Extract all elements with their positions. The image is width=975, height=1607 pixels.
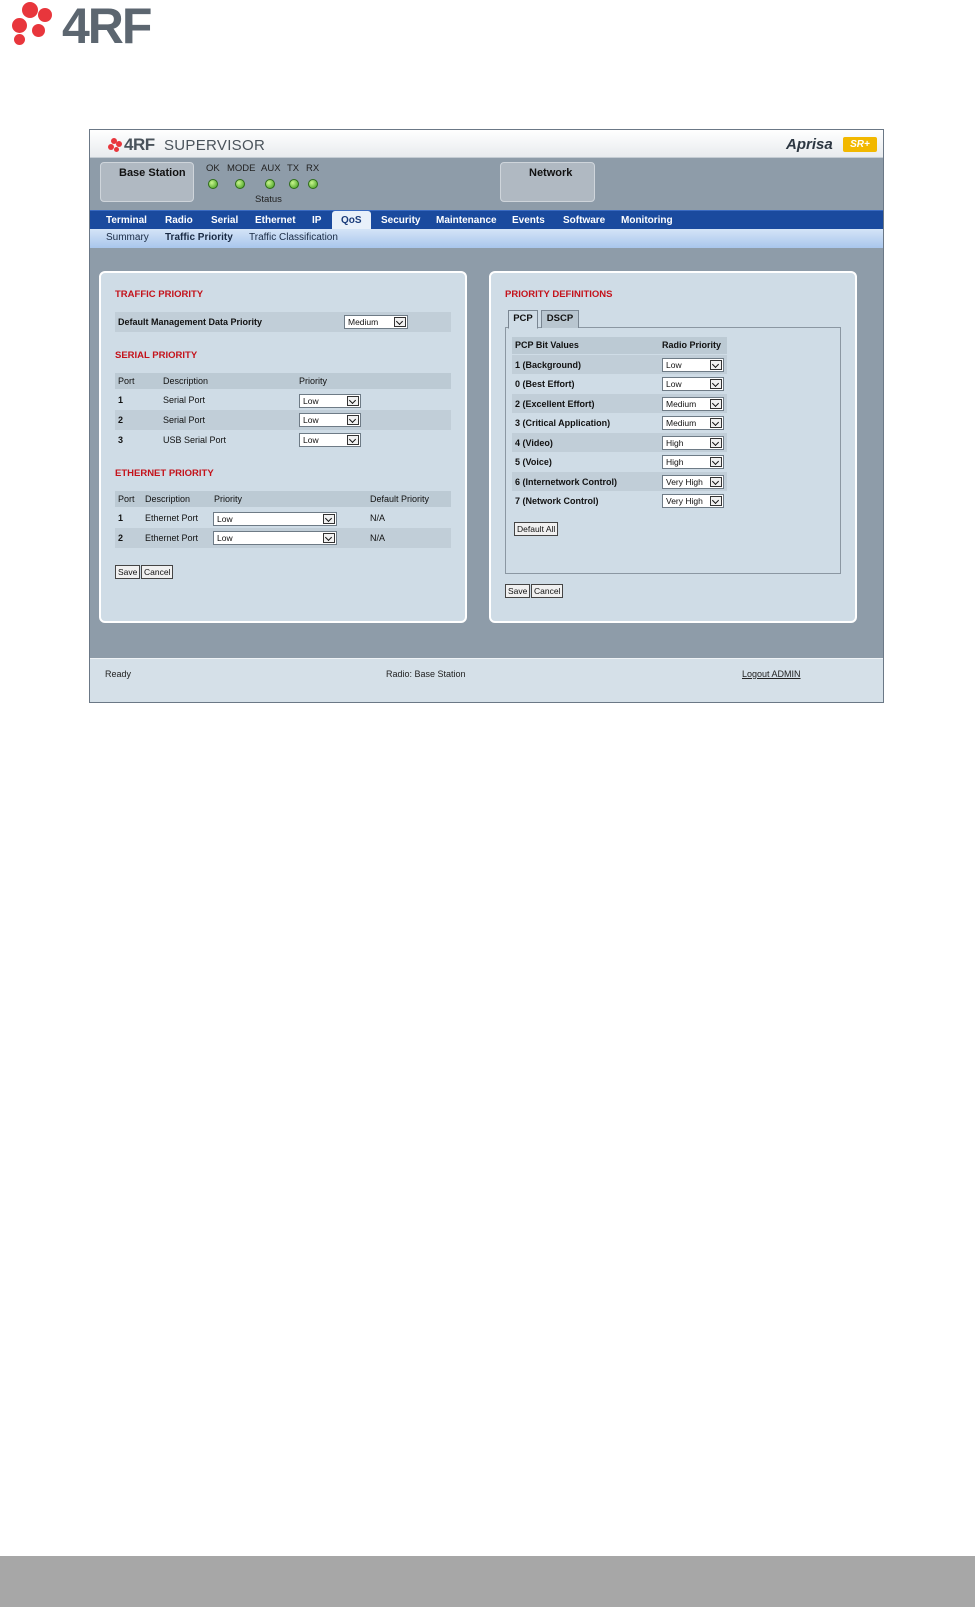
- ethernet-1-priority-value: Low: [217, 514, 233, 524]
- main-nav: [90, 210, 883, 229]
- product-badge: SR+: [843, 137, 877, 152]
- pcp-2-priority-value: Medium: [666, 399, 697, 409]
- default-all-button[interactable]: Default All: [514, 522, 558, 536]
- ethernet-port-description: Ethernet Port: [145, 533, 199, 543]
- pcp-3-priority-value: Medium: [666, 418, 697, 428]
- chevron-down-icon: [710, 457, 722, 467]
- station-button[interactable]: [100, 162, 194, 202]
- pcp-6-priority-value: Very High: [666, 477, 703, 487]
- pcp-3-priority-select[interactable]: [662, 416, 724, 430]
- ok-led-icon: [208, 179, 218, 189]
- chevron-down-icon: [323, 533, 335, 543]
- ethernet-header-row: [115, 491, 451, 507]
- led-label-ok: OK: [206, 163, 220, 174]
- pcp-1-priority-value: Low: [666, 360, 682, 370]
- serial-2-priority-value: Low: [303, 415, 319, 425]
- product-name: Aprisa: [786, 136, 833, 153]
- serial-port-description: Serial Port: [163, 415, 206, 425]
- logo-dots-icon: [8, 2, 56, 48]
- save-button[interactable]: Save: [115, 565, 140, 579]
- supervisor-window: [89, 129, 884, 703]
- nav-software[interactable]: Software: [563, 215, 606, 226]
- ethernet-1-priority-select[interactable]: [213, 512, 337, 526]
- title-bar: [90, 130, 883, 158]
- footer-status-bar: [90, 658, 883, 703]
- nav-monitoring[interactable]: Monitoring: [621, 215, 673, 226]
- chevron-down-icon: [347, 396, 359, 406]
- tab-pcp[interactable]: PCP: [508, 310, 538, 329]
- traffic-priority-title: TRAFFIC PRIORITY: [115, 289, 204, 300]
- pcp-5-priority-select[interactable]: [662, 455, 724, 469]
- station-label: Base Station: [119, 167, 186, 179]
- pcp-0-priority-select[interactable]: [662, 377, 724, 391]
- subnav-summary[interactable]: Summary: [106, 232, 149, 243]
- subnav-traffic-priority[interactable]: Traffic Priority: [165, 232, 233, 243]
- serial-1-priority-value: Low: [303, 396, 319, 406]
- ethernet-default-priority: N/A: [370, 533, 386, 543]
- pcp-row-label: 3 (Critical Application): [515, 418, 611, 428]
- led-label-aux: AUX: [261, 163, 281, 174]
- ethernet-header-default: Default Priority: [370, 494, 430, 504]
- serial-1-priority-select[interactable]: [299, 394, 361, 408]
- ethernet-header-description: Description: [145, 494, 191, 504]
- serial-header-row: [115, 373, 451, 389]
- pcp-0-priority-value: Low: [666, 379, 682, 389]
- pcp-row-label: 1 (Background): [515, 360, 582, 370]
- pcp-7-priority-value: Very High: [666, 496, 703, 506]
- pcp-row-label: 6 (Internetwork Control): [515, 477, 618, 487]
- pcp-1-priority-select[interactable]: [662, 358, 724, 372]
- tab-dscp[interactable]: DSCP: [541, 310, 579, 328]
- pcp-header-bit-values: PCP Bit Values: [515, 340, 579, 350]
- led-label-tx: TX: [287, 163, 300, 174]
- logout-link[interactable]: Logout ADMIN: [742, 669, 801, 679]
- nav-radio[interactable]: Radio: [165, 215, 193, 226]
- network-button[interactable]: [500, 162, 595, 202]
- serial-priority-title: SERIAL PRIORITY: [115, 350, 198, 361]
- ethernet-header-priority: Priority: [214, 494, 243, 504]
- serial-2-priority-select[interactable]: [299, 413, 361, 427]
- save-button[interactable]: Save: [505, 584, 530, 598]
- table-row: [115, 430, 451, 450]
- led-label-rx: RX: [306, 163, 320, 174]
- supervisor-logo-icon: [108, 138, 122, 152]
- serial-3-priority-value: Low: [303, 435, 319, 445]
- nav-ip[interactable]: IP: [312, 215, 322, 226]
- traffic-priority-panel: [99, 271, 467, 623]
- ethernet-port-number: 2: [118, 533, 124, 543]
- chevron-down-icon: [710, 360, 722, 370]
- page-footer-bar: [0, 1556, 975, 1607]
- serial-port-description: USB Serial Port: [163, 435, 227, 445]
- logo-text: 4RF: [62, 0, 151, 54]
- serial-3-priority-select[interactable]: [299, 433, 361, 447]
- footer-radio: Radio: Base Station: [386, 669, 466, 679]
- pcp-row-label: 5 (Voice): [515, 457, 552, 467]
- rx-led-icon: [308, 179, 318, 189]
- serial-port-number: 3: [118, 435, 124, 445]
- table-row: [115, 410, 451, 430]
- chevron-down-icon: [347, 435, 359, 445]
- serial-header-description: Description: [163, 376, 209, 386]
- nav-ethernet[interactable]: Ethernet: [255, 215, 296, 226]
- priority-definitions-panel: [489, 271, 857, 623]
- nav-terminal[interactable]: Terminal: [106, 215, 147, 226]
- mode-led-icon: [235, 179, 245, 189]
- subnav-traffic-classification[interactable]: Traffic Classification: [249, 232, 338, 243]
- network-label: Network: [529, 167, 573, 179]
- chevron-down-icon: [710, 399, 722, 409]
- pcp-header-row: [512, 337, 727, 354]
- priority-definitions-title: PRIORITY DEFINITIONS: [505, 289, 613, 300]
- tx-led-icon: [289, 179, 299, 189]
- nav-security[interactable]: Security: [381, 215, 421, 226]
- chevron-down-icon: [710, 496, 722, 506]
- pcp-7-priority-select[interactable]: [662, 494, 724, 508]
- pcp-5-priority-value: High: [666, 457, 684, 467]
- chevron-down-icon: [710, 477, 722, 487]
- chevron-down-icon: [323, 514, 335, 524]
- chevron-down-icon: [710, 418, 722, 428]
- cancel-button[interactable]: Cancel: [141, 565, 173, 579]
- ethernet-default-priority: N/A: [370, 513, 386, 523]
- nav-events[interactable]: Events: [512, 215, 545, 226]
- ethernet-2-priority-select[interactable]: [213, 531, 337, 545]
- ethernet-2-priority-value: Low: [217, 533, 233, 543]
- default-priority-value: Medium: [348, 317, 379, 327]
- pcp-4-priority-select[interactable]: [662, 436, 724, 450]
- status-label: Status: [255, 194, 282, 205]
- nav-qos[interactable]: QoS: [332, 211, 371, 230]
- chevron-down-icon: [394, 317, 406, 327]
- cancel-button[interactable]: Cancel: [531, 584, 563, 598]
- pcp-row-label: 0 (Best Effort): [515, 379, 575, 389]
- table-row: [115, 390, 451, 410]
- pcp-2-priority-select[interactable]: [662, 397, 724, 411]
- footer-status: Ready: [105, 669, 132, 679]
- ethernet-priority-title: ETHERNET PRIORITY: [115, 468, 214, 479]
- serial-header-port: Port: [118, 376, 135, 386]
- serial-header-priority: Priority: [299, 376, 328, 386]
- supervisor-title: SUPERVISOR: [164, 137, 266, 154]
- chevron-down-icon: [347, 415, 359, 425]
- pcp-row-label: 4 (Video): [515, 438, 553, 448]
- serial-port-number: 2: [118, 415, 124, 425]
- 4rf-logo: [8, 0, 188, 54]
- ethernet-port-number: 1: [118, 513, 124, 523]
- pcp-row-label: 7 (Network Control): [515, 496, 599, 506]
- default-priority-select[interactable]: [344, 315, 408, 329]
- serial-port-number: 1: [118, 395, 124, 405]
- aux-led-icon: [265, 179, 275, 189]
- pcp-header-radio-priority: Radio Priority: [662, 340, 722, 350]
- ethernet-header-port: Port: [118, 494, 135, 504]
- supervisor-brand: 4RF: [124, 135, 155, 154]
- led-label-mode: MODE: [227, 163, 256, 174]
- chevron-down-icon: [710, 379, 722, 389]
- pcp-6-priority-select[interactable]: [662, 475, 724, 489]
- nav-maintenance[interactable]: Maintenance: [436, 215, 497, 226]
- pcp-row-label: 2 (Excellent Effort): [515, 399, 595, 409]
- chevron-down-icon: [710, 438, 722, 448]
- pcp-4-priority-value: High: [666, 438, 684, 448]
- nav-serial[interactable]: Serial: [211, 215, 239, 226]
- sub-nav: [90, 229, 883, 248]
- default-priority-label: Default Management Data Priority: [118, 317, 263, 327]
- serial-port-description: Serial Port: [163, 395, 206, 405]
- ethernet-port-description: Ethernet Port: [145, 513, 199, 523]
